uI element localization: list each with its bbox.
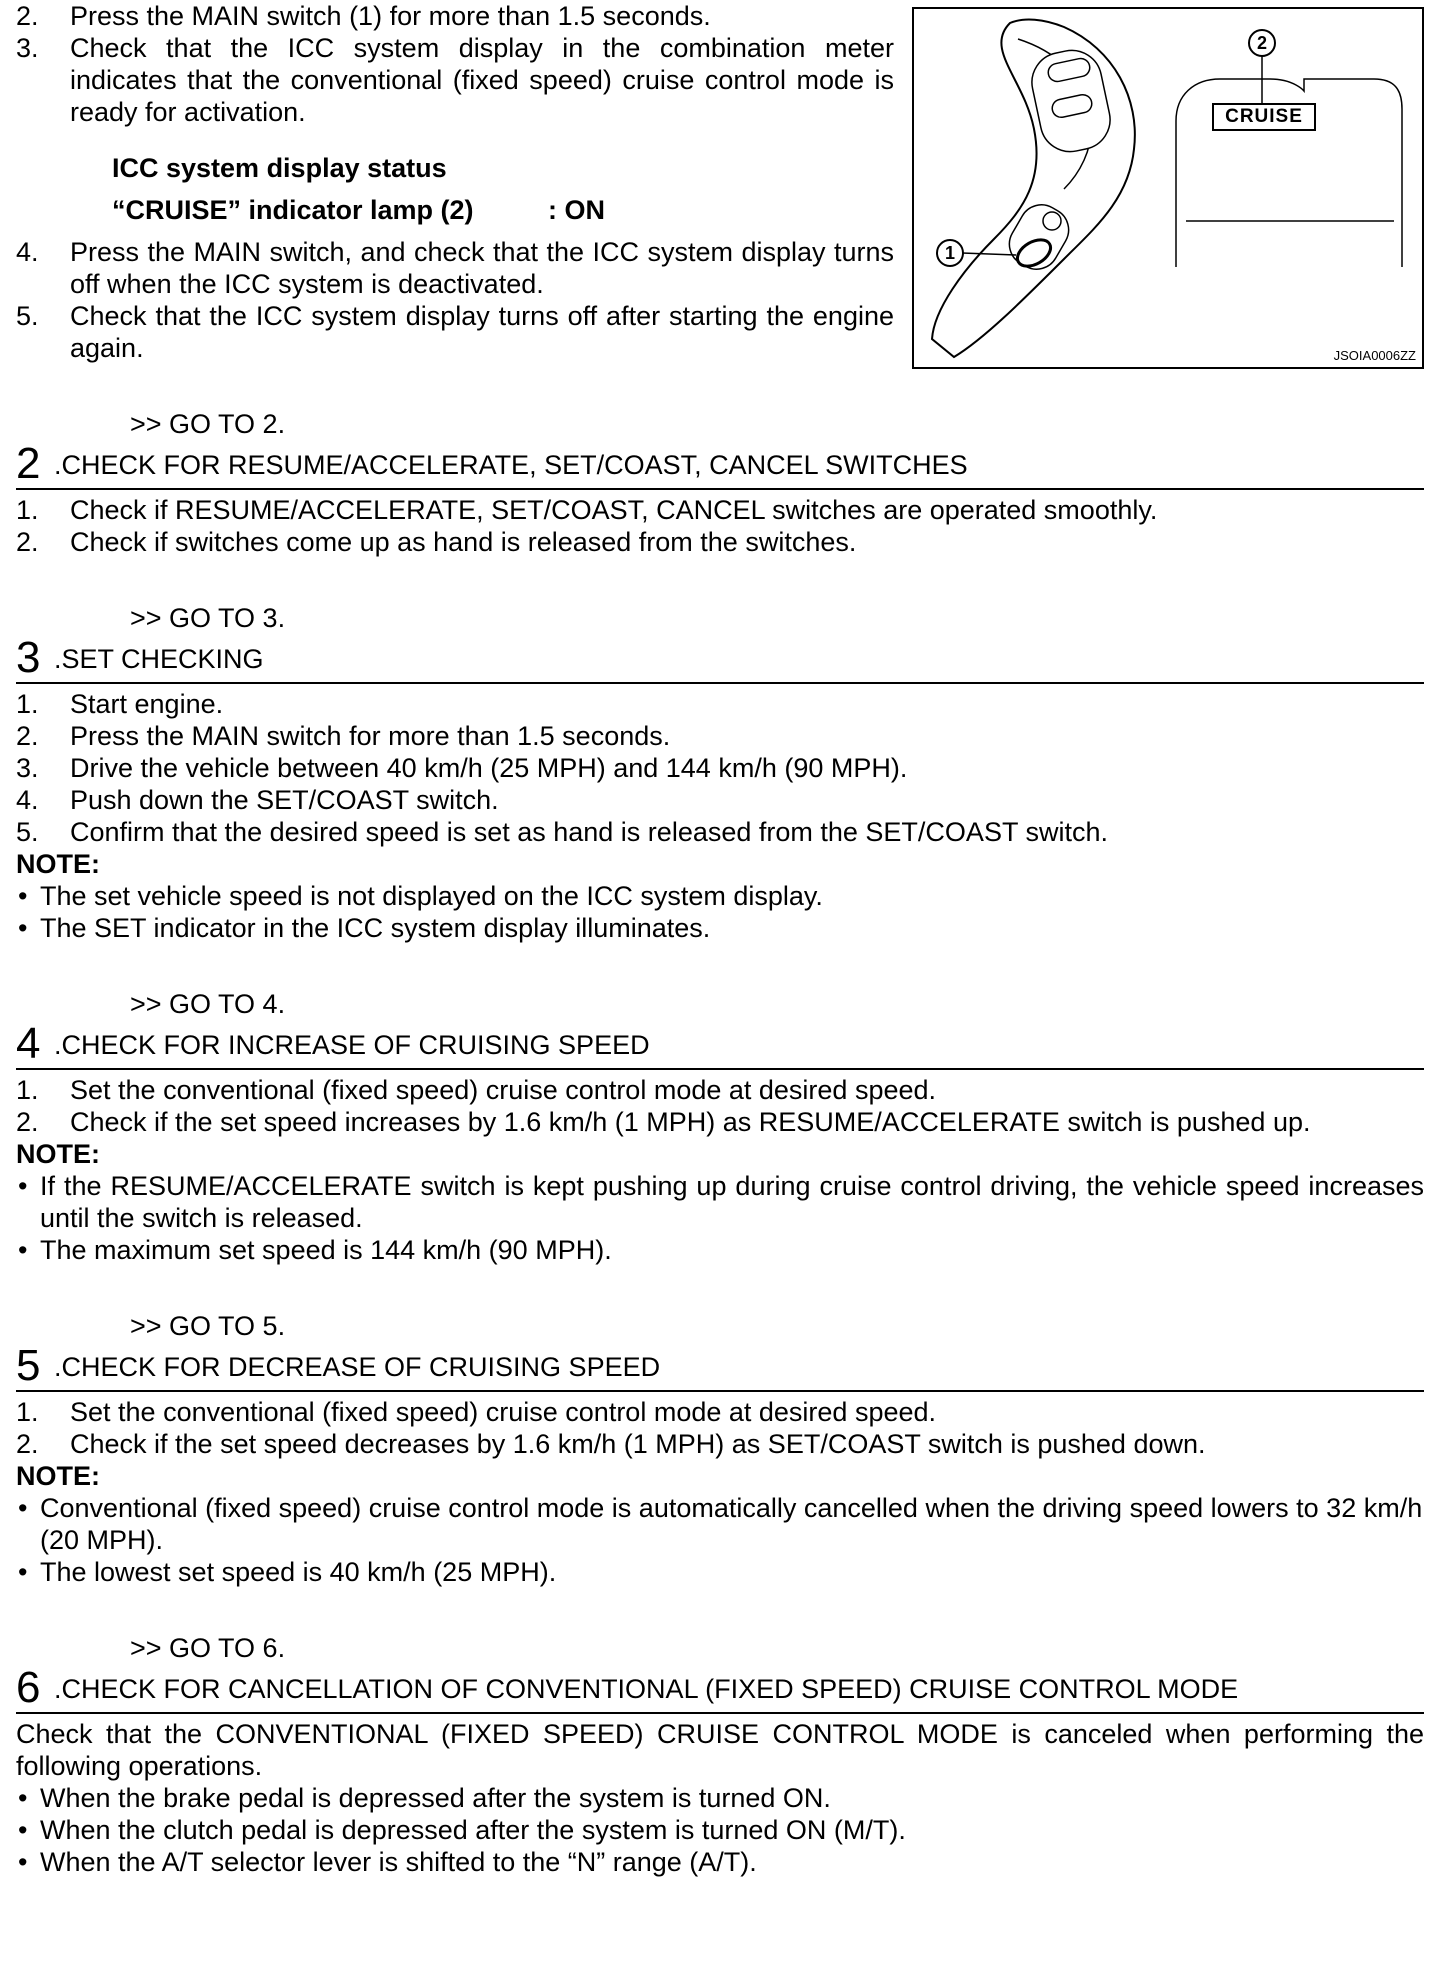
step-number: 1. [16, 689, 39, 719]
bullet-text: Conventional (fixed speed) cruise control mode is automatically cancelled when the driving speed lowers to 32 km/h (20 MPH). [40, 1493, 1423, 1555]
list-item [16, 0, 894, 32]
note-label: NOTE: [16, 849, 100, 879]
section-header [16, 1664, 1424, 1714]
goto-link: >> GO TO 2. [130, 409, 286, 439]
step-text: Check if the set speed increases by 1.6 km/h (1 MPH) as RESUME/ACCELERATE switch is pushed up. [70, 1107, 1311, 1137]
step-text: Check that the ICC system display in the combination meter indicates that the conventional (fixed speed) cruise control mode is ready for activation. [70, 33, 894, 127]
bullet-icon: • [18, 913, 28, 943]
section-number: 6 [16, 1663, 41, 1712]
section-title: .CHECK FOR CANCELLATION OF CONVENTIONAL (FIXED SPEED) CRUISE CONTROL MODE [54, 1674, 1239, 1704]
step-number: 1. [16, 1397, 39, 1427]
bullet-text: The lowest set speed is 40 km/h (25 MPH). [40, 1557, 557, 1587]
section-paragraph: Check that the CONVENTIONAL (FIXED SPEED) CRUISE CONTROL MODE is canceled when performing the following operations. [16, 1719, 1424, 1781]
step-number: 2. [16, 527, 39, 557]
section-header [16, 1342, 1424, 1392]
bullet-item [16, 1234, 1424, 1266]
section-number: 2 [16, 439, 41, 488]
step-number: 5. [16, 301, 39, 331]
bullet-text: When the A/T selector lever is shifted to the “N” range (A/T). [40, 1847, 757, 1877]
bullet-icon: • [18, 1783, 28, 1813]
step-number: 2. [16, 1429, 39, 1459]
bullet-icon: • [18, 1557, 28, 1587]
list-item [16, 1428, 1424, 1460]
bullet-text: When the brake pedal is depressed after the system is turned ON. [40, 1783, 831, 1813]
bullet-item [16, 1170, 1424, 1234]
note-label: NOTE: [16, 1461, 100, 1491]
section-number: 5 [16, 1341, 41, 1390]
list-item [16, 816, 1424, 848]
step-number: 1. [16, 1075, 39, 1105]
step-text: Press the MAIN switch, and check that the ICC system display turns off when the ICC system is deactivated. [70, 237, 894, 299]
list-item [16, 32, 894, 128]
step-number: 5. [16, 817, 39, 847]
bullet-icon: • [18, 1235, 28, 1265]
bullet-text: The maximum set speed is 144 km/h (90 MPH). [40, 1235, 612, 1265]
steering-spoke-illustration [914, 9, 1422, 367]
callout-1: 1 [936, 239, 964, 267]
bullet-item [16, 1846, 1424, 1878]
section-title: .CHECK FOR INCREASE OF CRUISING SPEED [54, 1030, 650, 1060]
step-text: Confirm that the desired speed is set as hand is released from the SET/COAST switch. [70, 817, 1108, 847]
bullet-item [16, 880, 1424, 912]
figure-code: JSOIA0006ZZ [1333, 348, 1416, 363]
intro-block [16, 0, 894, 364]
list-item [16, 526, 1424, 558]
cruise-indicator-lamp: CRUISE [1212, 103, 1316, 131]
step-text: Check if the set speed decreases by 1.6 km/h (1 MPH) as SET/COAST switch is pushed down. [70, 1429, 1206, 1459]
bullet-text: If the RESUME/ACCELERATE switch is kept pushing up during cruise control driving, the vehicle speed increases until the switch is released. [40, 1171, 1424, 1233]
step-number: 4. [16, 785, 39, 815]
bullet-item [16, 912, 1424, 944]
list-item [16, 1106, 1424, 1138]
step-text: Drive the vehicle between 40 km/h (25 MPH) and 144 km/h (90 MPH). [70, 753, 908, 783]
switch-figure [912, 7, 1424, 369]
step-number: 2. [16, 721, 39, 751]
steering-spoke-outline [932, 20, 1135, 357]
section-title: .CHECK FOR DECREASE OF CRUISING SPEED [54, 1352, 661, 1382]
section-header [16, 634, 1424, 684]
bullet-text: When the clutch pedal is depressed after the system is turned ON (M/T). [40, 1815, 906, 1845]
list-item [16, 494, 1424, 526]
bullet-text: The set vehicle speed is not displayed on the ICC system display. [40, 881, 823, 911]
status-heading: ICC system display status [112, 153, 447, 183]
step-text: Set the conventional (fixed speed) cruise control mode at desired speed. [70, 1397, 937, 1427]
step-text: Press the MAIN switch (1) for more than 1.5 seconds. [70, 1, 711, 31]
bullet-icon: • [18, 1815, 28, 1845]
section-header [16, 440, 1424, 490]
step-text: Set the conventional (fixed speed) cruise control mode at desired speed. [70, 1075, 937, 1105]
step-text: Press the MAIN switch for more than 1.5 seconds. [70, 721, 671, 751]
step-number: 1. [16, 495, 39, 525]
status-row [112, 194, 894, 236]
bullet-icon: • [18, 1847, 28, 1877]
step-text: Check if switches come up as hand is released from the switches. [70, 527, 857, 557]
bullet-item [16, 1814, 1424, 1846]
note-label: NOTE: [16, 1139, 100, 1169]
step-number: 2. [16, 1, 39, 31]
step-text: Check if RESUME/ACCELERATE, SET/COAST, CANCEL switches are operated smoothly. [70, 495, 1158, 525]
step-text: Start engine. [70, 689, 224, 719]
bullet-icon: • [18, 881, 28, 911]
bullet-icon: • [18, 1493, 28, 1523]
step-number: 4. [16, 237, 39, 267]
bullet-icon: • [18, 1171, 28, 1201]
section-header [16, 1020, 1424, 1070]
bullet-item [16, 1492, 1424, 1556]
section-title: .SET CHECKING [54, 644, 264, 674]
section-title: .CHECK FOR RESUME/ACCELERATE, SET/COAST, CANCEL SWITCHES [54, 450, 968, 480]
bullet-text: The SET indicator in the ICC system display illuminates. [40, 913, 711, 943]
list-item [16, 752, 1424, 784]
goto-link: >> GO TO 6. [130, 1633, 286, 1663]
list-item [16, 236, 894, 300]
list-item [16, 720, 1424, 752]
bullet-item [16, 1782, 1424, 1814]
goto-link: >> GO TO 4. [130, 989, 286, 1019]
step-number: 2. [16, 1107, 39, 1137]
goto-link: >> GO TO 5. [130, 1311, 286, 1341]
list-item [16, 1396, 1424, 1428]
callout-2: 2 [1248, 29, 1276, 57]
list-item [16, 688, 1424, 720]
step-text: Push down the SET/COAST switch. [70, 785, 499, 815]
status-value: : ON [548, 195, 605, 225]
step-text: Check that the ICC system display turns off after starting the engine again. [70, 301, 894, 363]
list-item [16, 784, 1424, 816]
step-number: 3. [16, 753, 39, 783]
distance-switch-icon [1043, 212, 1061, 230]
step-number: 3. [16, 33, 39, 63]
section-number: 3 [16, 633, 41, 682]
list-item [16, 300, 894, 364]
list-item [16, 1074, 1424, 1106]
section-number: 4 [16, 1019, 41, 1068]
status-label: “CRUISE” indicator lamp (2) [112, 195, 474, 225]
bullet-item [16, 1556, 1424, 1588]
goto-link: >> GO TO 3. [130, 603, 286, 633]
